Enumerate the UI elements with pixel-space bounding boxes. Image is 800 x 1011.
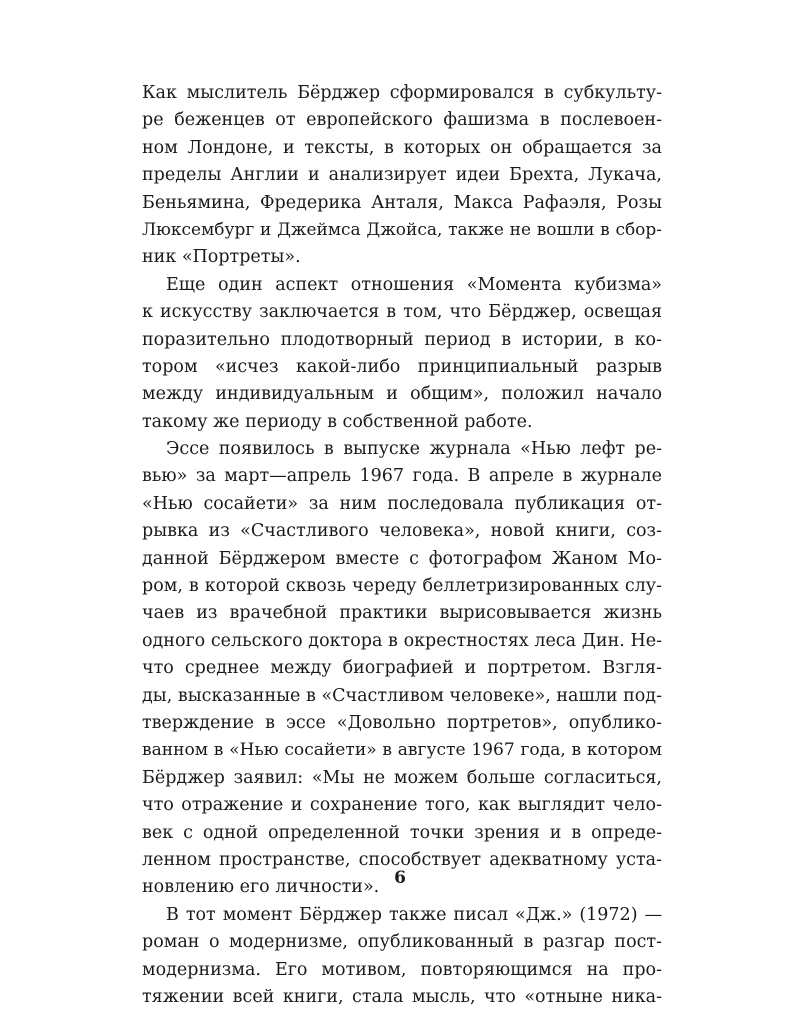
text-line: пределы Англии и анализирует идеи Брехта, Лукача, — [142, 165, 662, 186]
text-line: ды, высказанные в «Счастливом человеке», нашли под- — [142, 685, 662, 706]
text-line: ром, в которой сквозь череду беллетризированных слу- — [142, 576, 662, 597]
text-line: В тот момент Бёрджер также писал «Дж.» (1972) — — [166, 904, 662, 925]
text-line: ном Лондоне, и тексты, в которых он обращается за — [142, 137, 662, 158]
text-line: что среднее между биографией и портретом. Взгля- — [142, 658, 662, 679]
text-line: ленном пространстве, способствует адекватному уста- — [142, 849, 662, 870]
text-line: между индивидуальным и общим», положил начало — [142, 384, 662, 405]
text-line: ре беженцев от европейского фашизма в послевоен- — [142, 110, 662, 131]
paragraph-1 — [142, 80, 662, 272]
text-line: такому же периоду в собственной работе. — [142, 411, 533, 432]
paragraph-4 — [142, 902, 662, 1011]
text-line: данной Бёрджером вместе с фотографом Жаном Мо- — [142, 548, 662, 569]
text-line: тором «исчез какой-либо принципиальный разрыв — [142, 356, 662, 377]
text-line: Люксембург и Джеймса Джойса, также не вошли в сбор- — [142, 219, 662, 240]
text-line: что отражение и сохранение того, как выглядит чело- — [142, 795, 662, 816]
text-line: модернизма. Его мотивом, повторяющимся на про- — [142, 959, 662, 980]
text-line: ник «Портреты». — [142, 247, 301, 268]
text-line: поразительно плодотворный период в истории, в ко- — [142, 329, 662, 350]
text-line: ванном в «Нью сосайети» в августе 1967 года, в котором — [142, 740, 662, 761]
text-line: чаев из врачебной практики вырисовывается жизнь — [142, 603, 662, 624]
text-line: тяжении всей книги, стала мысль, что «отныне ника- — [142, 986, 662, 1007]
text-line: век с одной определенной точки зрения и в опреде- — [142, 822, 662, 843]
paragraph-3 — [142, 436, 662, 902]
text-line: одного сельского доктора в окрестностях леса Дин. Не- — [142, 630, 662, 651]
text-line: к искусству заключается в том, что Бёрджер, освещая — [142, 302, 662, 323]
text-line: Как мыслитель Бёрджер сформировался в субкульту- — [142, 83, 662, 103]
page-number: 6 — [394, 868, 406, 888]
text-line: рывка из «Счастливого человека», новой книги, соз- — [142, 521, 662, 542]
text-line: Бёрджер заявил: «Мы не можем больше согласиться, — [142, 767, 662, 788]
paragraph-2 — [142, 272, 662, 436]
text-line: вью» за март—апрель 1967 года. В апреле в журнале — [142, 466, 662, 487]
text-line: новлению его личности». — [142, 877, 380, 898]
text-line: Эссе появилось в выпуске журнала «Нью лефт ре- — [166, 439, 662, 460]
text-line: «Нью сосайети» за ним последовала публикация от- — [142, 493, 662, 514]
text-line: Еще один аспект отношения «Момента кубизма» — [166, 274, 662, 295]
text-line: роман о модернизме, опубликованный в разгар пост- — [142, 932, 662, 953]
text-line: Беньямина, Фредерика Анталя, Макса Рафаэля, Розы — [142, 192, 662, 213]
text-line: тверждение в эссе «Довольно портретов», опублико- — [142, 712, 662, 733]
